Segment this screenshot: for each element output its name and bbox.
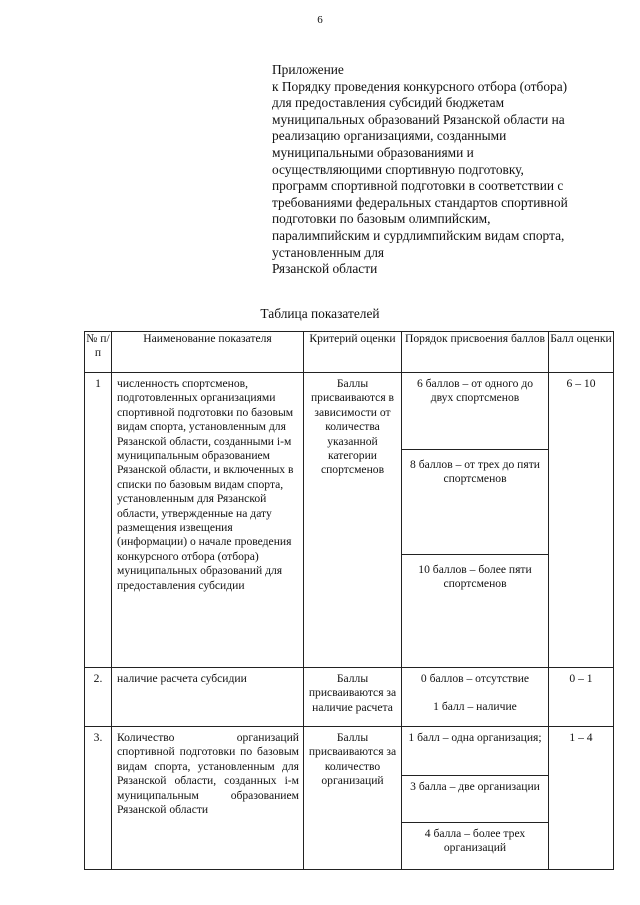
table-row bbox=[85, 668, 614, 727]
row-points-item bbox=[402, 776, 549, 823]
row-points-item bbox=[402, 450, 549, 555]
header-points: Порядок присвоения баллов bbox=[402, 332, 549, 373]
row-score: 6 – 10 bbox=[549, 373, 614, 668]
row-points-item bbox=[402, 823, 549, 870]
page-number: 6 bbox=[317, 14, 323, 26]
row-criterion: Баллы присваиваются в зависимости от количества указанной категории спортсменов bbox=[304, 373, 402, 668]
row-points-item bbox=[402, 555, 549, 668]
points-text: 1 балл – наличие bbox=[433, 700, 517, 714]
appendix-line: требованиями федеральных стандартов спортивной bbox=[272, 194, 568, 210]
points-text: 0 баллов – отсутствие bbox=[420, 672, 530, 685]
appendix-header bbox=[272, 62, 622, 278]
appendix-line: подготовки по базовым олимпийским, bbox=[272, 211, 491, 227]
row-score: 0 – 1 bbox=[549, 668, 614, 727]
appendix-line: Приложение bbox=[272, 62, 344, 77]
header-num: № п/п bbox=[85, 332, 112, 373]
row-points-item bbox=[402, 727, 549, 776]
appendix-line: паралимпийским и сурдлимпийским видам спорта, bbox=[272, 227, 565, 243]
row-name: численность спортсменов, подготовленных организациями спортивной подготовки по базовым видам спорта, установленным для Рязанской области, созданными i-м муниципальным образованием Рязанской области, и включенных в списки по базовым видам спорта, установленным для Рязанской области, утвержденные на дату размещения извещения (информации) о начале проведения конкурсного отбора (отбора) муниципальных образований для предоставления субсидии bbox=[112, 373, 304, 668]
header-criterion: Критерий оценки bbox=[304, 332, 402, 373]
appendix-line: к Порядку проведения конкурсного отбора (отбора) bbox=[272, 78, 568, 94]
table-header-row bbox=[85, 332, 614, 373]
appendix-line: Рязанской области bbox=[272, 261, 378, 277]
appendix-line: установленным для bbox=[272, 244, 385, 260]
table-row bbox=[85, 727, 614, 776]
indicators-table bbox=[84, 331, 614, 870]
table-row bbox=[85, 373, 614, 450]
row-criterion: Баллы присваиваются за наличие расчета bbox=[304, 668, 402, 727]
row-points-item bbox=[402, 373, 549, 450]
appendix-line: для предоставления субсидий бюджетам bbox=[272, 95, 505, 111]
appendix-line: программ спортивной подготовки в соответствии с bbox=[272, 178, 564, 194]
row-name: Количество организаций спортивной подготовки по базовым видам спорта, установленным для Рязанской области, созданных i-м муниципальным образованием Рязанской области bbox=[112, 727, 304, 870]
appendix-line: муниципальных образований Рязанской области на bbox=[272, 111, 565, 127]
row-name: наличие расчета субсидии bbox=[112, 668, 304, 727]
points-text: 6 баллов – от одного до двух спортсменов bbox=[416, 377, 534, 405]
row-criterion: Баллы присваиваются за количество организаций bbox=[304, 727, 402, 870]
appendix-line: осуществляющими спортивную подготовку, bbox=[272, 161, 524, 177]
row-num: 3. bbox=[85, 727, 112, 870]
header-score: Балл оценки bbox=[549, 332, 614, 373]
row-num: 2. bbox=[85, 668, 112, 727]
row-points bbox=[402, 668, 549, 727]
points-text: 10 баллов – более пяти спортсменов bbox=[418, 563, 532, 591]
points-text: 1 балл – одна организация; bbox=[408, 731, 542, 744]
points-text: 4 балла – более трех организаций bbox=[424, 827, 526, 855]
table-title: Таблица показателей bbox=[260, 306, 380, 321]
points-text: 8 баллов – от трех до пяти спортсменов bbox=[410, 458, 540, 486]
appendix-line: реализацию организациями, созданными bbox=[272, 128, 507, 144]
header-name: Наименование показателя bbox=[112, 332, 304, 373]
row-score: 1 – 4 bbox=[549, 727, 614, 870]
appendix-line: муниципальными образованиями и bbox=[272, 144, 474, 160]
row-num: 1 bbox=[85, 373, 112, 668]
points-text: 3 балла – две организации bbox=[410, 780, 540, 793]
